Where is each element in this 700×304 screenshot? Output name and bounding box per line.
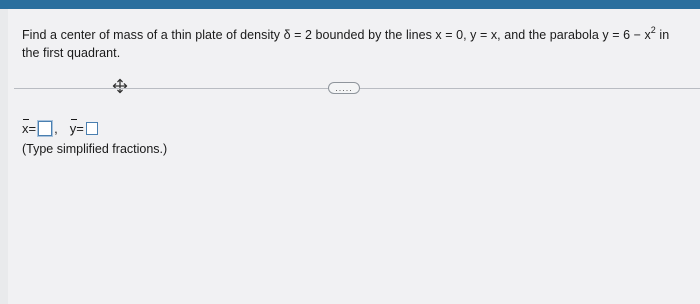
x-bar-label: x — [22, 120, 29, 136]
answer-separator: , — [54, 120, 58, 136]
more-options-button[interactable]: ..... — [328, 82, 360, 94]
y-bar-overline — [71, 119, 77, 120]
question-text: Find a center of mass of a thin plate of density δ = 2 bounded by the lines x = 0, y = x, and the parabola $y = 6 - x^2$ in the first quadrant. — [22, 24, 670, 60]
exponent: 2 — [650, 24, 656, 35]
y-equals: = — [76, 120, 84, 136]
y-bar-label: y — [69, 120, 77, 136]
x-equals: = — [28, 120, 37, 136]
move-arrows-icon[interactable] — [112, 78, 128, 94]
answer-hint: (Type simplified fractions.) — [22, 142, 168, 156]
x-bar-answer-input[interactable] — [38, 121, 52, 136]
y-bar-answer-input[interactable] — [86, 122, 98, 135]
answer-row — [22, 119, 98, 137]
x-bar-overline — [23, 119, 29, 120]
top-header-bar — [0, 0, 700, 9]
